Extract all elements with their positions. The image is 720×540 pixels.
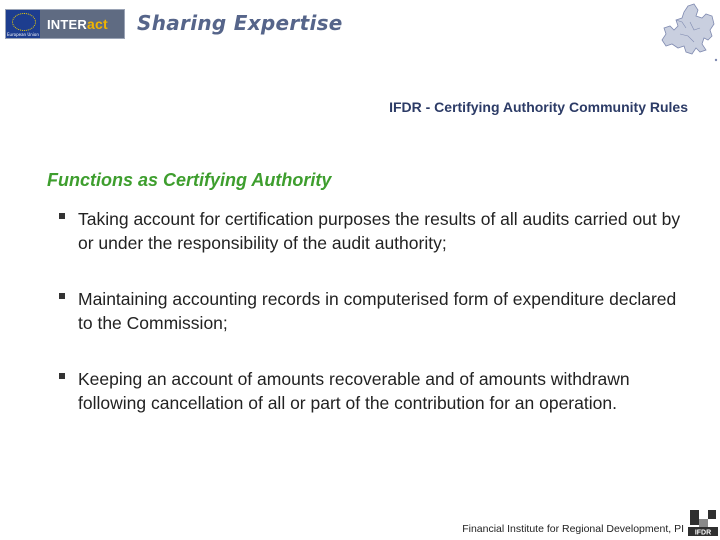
- ifdr-logo-label: IFDR: [694, 529, 712, 536]
- section-title: Functions as Certifying Authority: [47, 170, 332, 190]
- logo-accent-text: act: [87, 16, 108, 32]
- bullet-list: [57, 207, 687, 415]
- page-header-title: IFDR - Certifying Authority Community Rules: [389, 99, 688, 115]
- eu-caption: European Union: [7, 32, 39, 37]
- bullet-item: [57, 207, 687, 255]
- bullet-item: [57, 367, 687, 415]
- bullet-marker: [59, 373, 65, 379]
- bullet-marker: [59, 293, 65, 299]
- footer-text: Financial Institute for Regional Development, PI: [462, 523, 684, 535]
- europe-map-icon: [656, 2, 718, 64]
- tagline: Sharing Expertise: [137, 11, 343, 35]
- ifdr-logo-icon: [688, 508, 718, 536]
- bullet-text: Maintaining accounting records in computerised form of expenditure declared to the Commission;: [78, 289, 677, 333]
- eu-flag-icon: [6, 10, 40, 38]
- bullet-item: [57, 287, 687, 335]
- interact-wordmark: [40, 10, 124, 38]
- interact-logo: [5, 9, 125, 39]
- bullet-marker: [59, 213, 65, 219]
- bullet-text: Keeping an account of amounts recoverable and of amounts withdrawn following cancellation of all or part of the contribution for an operation.: [78, 369, 630, 413]
- bullet-text: Taking account for certification purposes the results of all audits carried out by or under the responsibility of the audit authority;: [78, 209, 681, 253]
- logo-main-text: INTER: [47, 16, 87, 32]
